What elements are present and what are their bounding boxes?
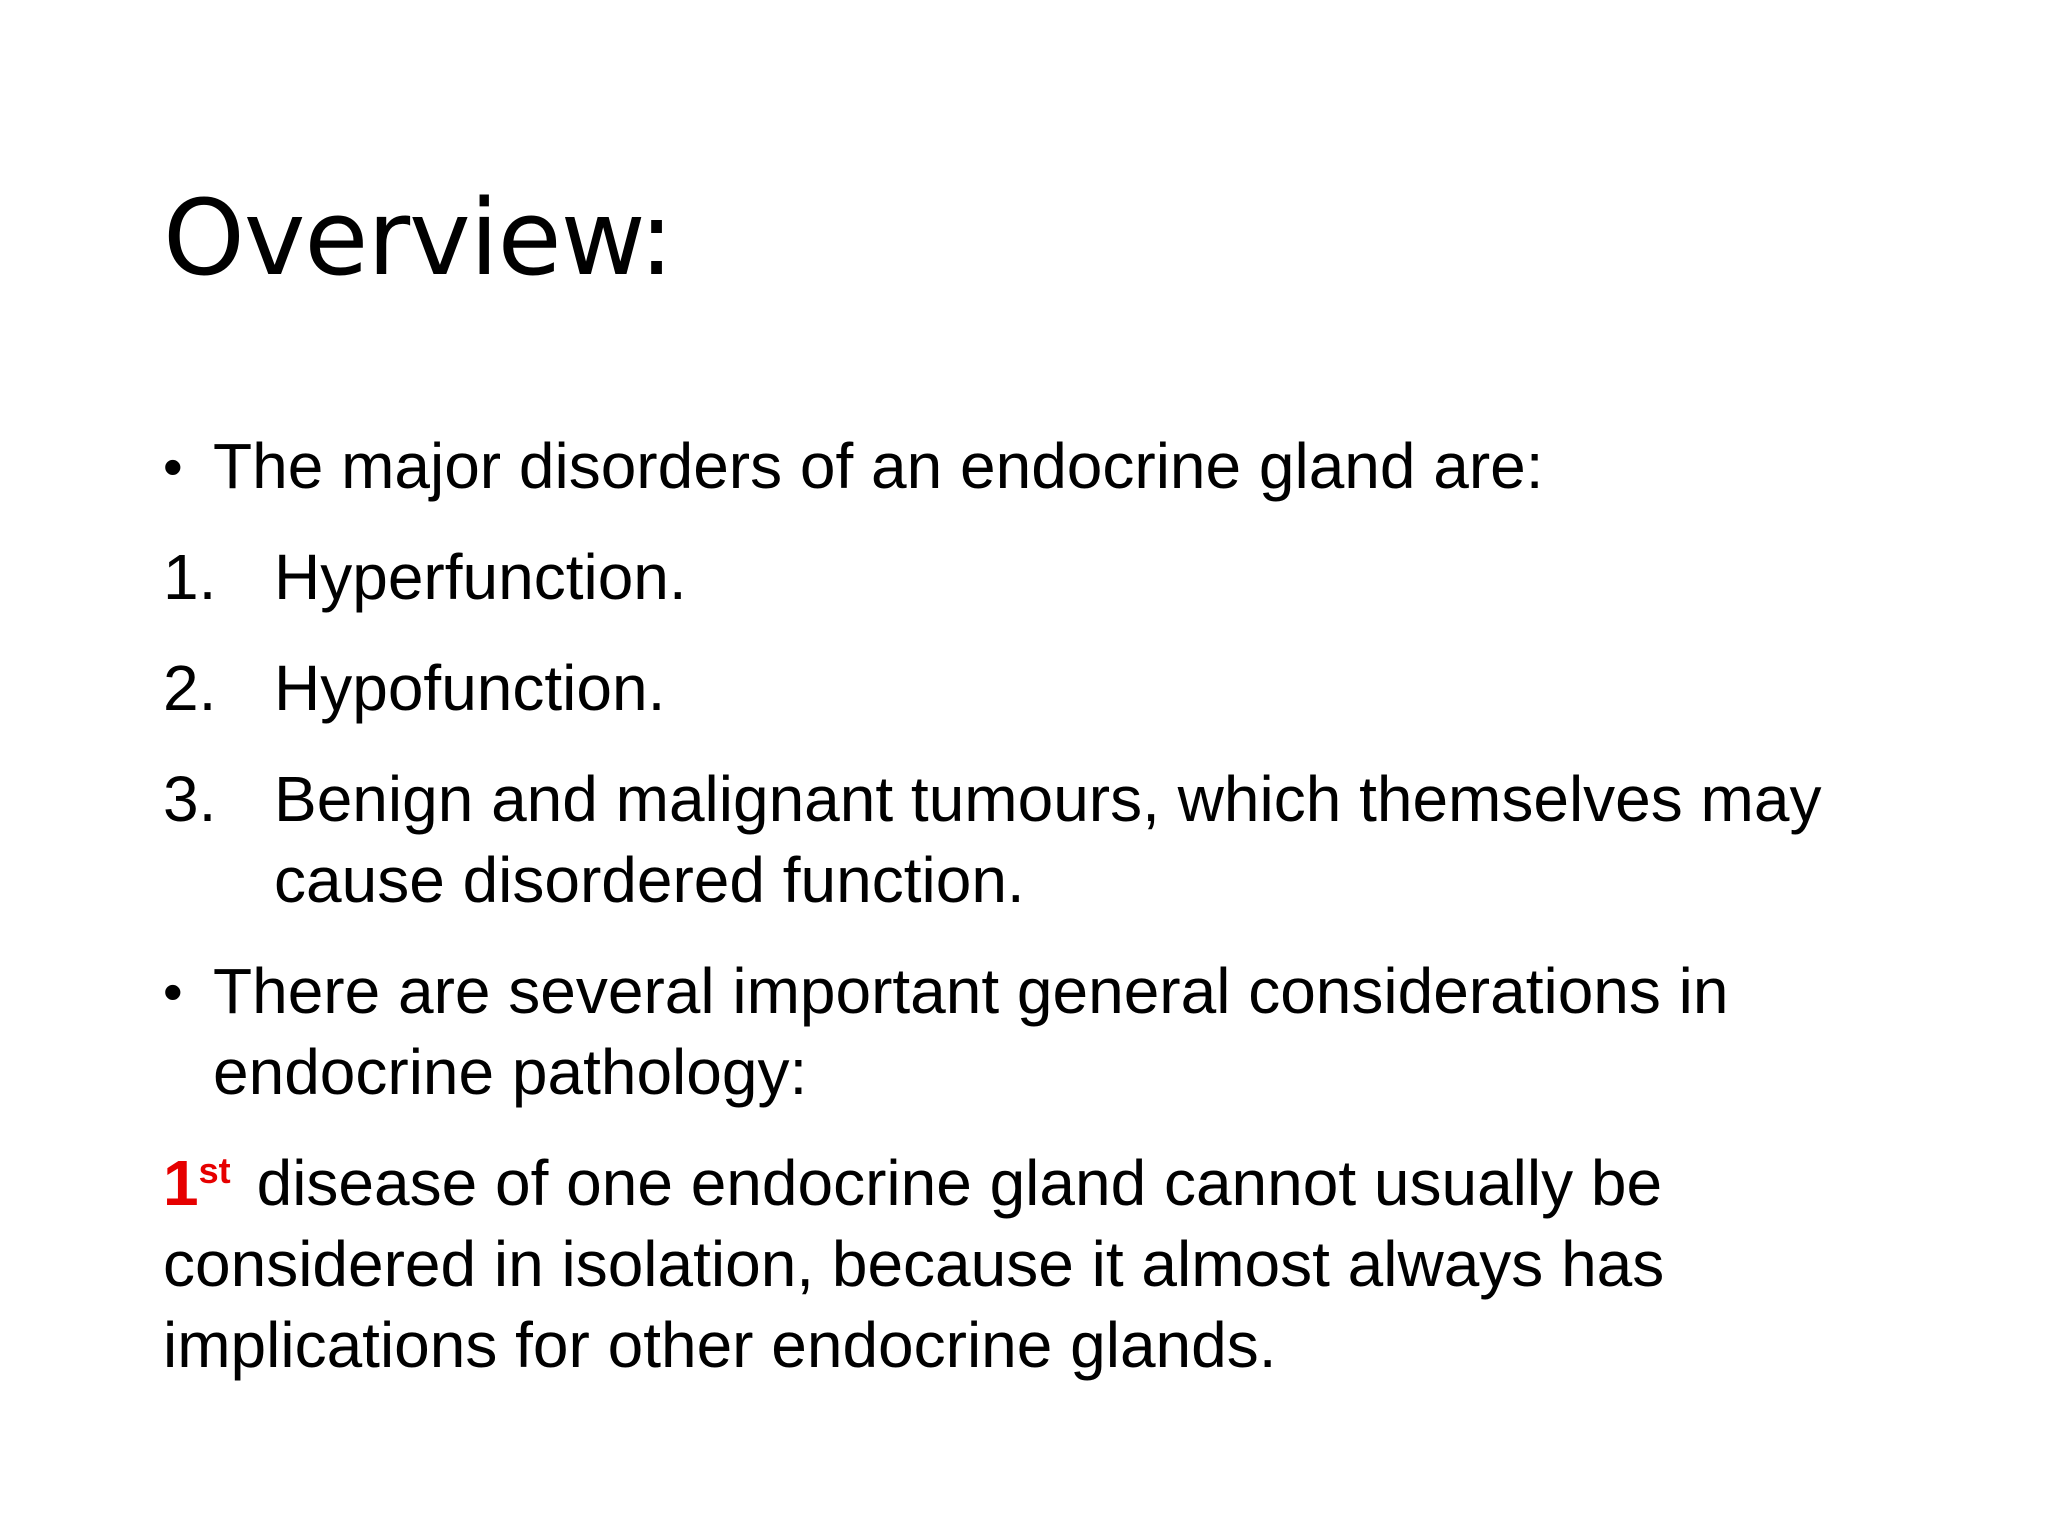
bullet-item [163,426,1923,507]
consideration-point [163,1143,1923,1386]
bullet-text: The major disorders of an endocrine gland are: [213,430,1544,502]
bullet-icon: • [163,435,183,498]
item-number: 2. [163,652,217,724]
numbered-item [163,648,1923,729]
slide-body [163,426,1923,1416]
item-number: 1. [163,541,217,613]
slide-title: Overview: [163,177,673,299]
item-text: Benign and malignant tumours, which themselves may cause disordered function. [274,763,1822,916]
point-text: disease of one endocrine gland cannot usually be considered in isolation, because it almost always has implications for other endocrine glands. [163,1147,1665,1381]
item-text: Hyperfunction. [274,541,687,613]
bullet-item [163,951,1923,1113]
bullet-icon: • [163,960,183,1023]
item-text: Hypofunction. [274,652,666,724]
ordinal-suffix: st [198,1150,231,1191]
bullet-text: There are several important general considerations in endocrine pathology: [213,955,1729,1108]
numbered-item [163,759,1923,921]
item-number: 3. [163,763,217,835]
ordinal-number: 1 [163,1147,199,1219]
numbered-item [163,537,1923,618]
